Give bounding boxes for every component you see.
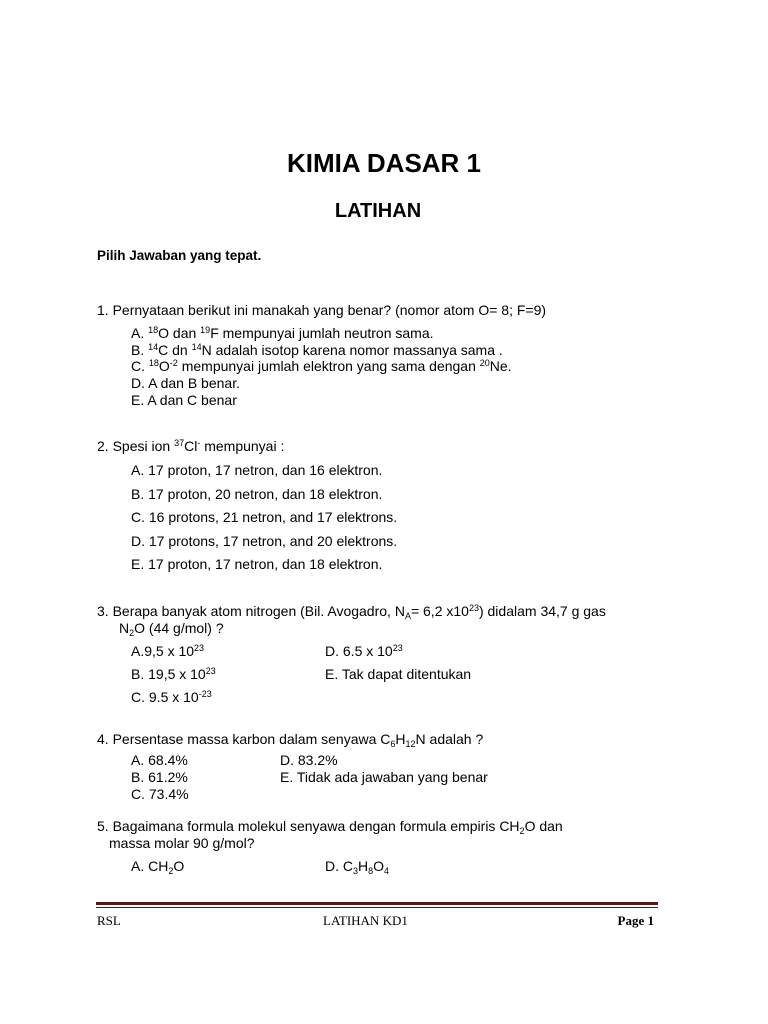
q2-option-c: C. 16 protons, 21 netron, and 17 elektrons. (131, 509, 398, 525)
q2-option-e: E. 17 proton, 17 netron, dan 18 elektron. (131, 556, 383, 572)
footer-page-number: Page 1 (617, 913, 654, 928)
q1-option-c: C. $^{18}O^{-2}$ mempunyai jumlah elektron yang sama dengan $^{20}$Ne. (131, 358, 512, 374)
q2-option-d: D. 17 protons, 17 netron, and 20 elektrons. (131, 533, 398, 549)
question-3-stem: 3. Berapa banyak atom nitrogen (Bil. Avogadro, $N_A= 6,2$ $x10^{23}$) didalam 34,7 g gas (97, 603, 606, 621)
footer-left: RSL (97, 913, 121, 928)
footer-center: LATIHAN KD1 (323, 913, 408, 928)
q2-option-a: A. 17 proton, 17 netron, dan 16 elektron. (131, 462, 383, 478)
q4-option-e: E. Tidak ada jawaban yang benar (280, 769, 488, 785)
page-subtitle: LATIHAN (334, 200, 422, 222)
q5-option-a: A. $CH_2O$ (131, 858, 185, 876)
question-5-stem-cont: massa molar 90 g/mol? (109, 835, 255, 851)
instruction: Pilih Jawaban yang tepat. (97, 248, 262, 263)
q4-option-d: D. 83.2% (280, 752, 338, 768)
q5-option-d: D. $C_3H_8O_4$ (325, 858, 390, 876)
question-3-stem-cont: $N_2O$ (44 g/mol) ? (119, 620, 224, 638)
q3-option-c: C. 9.5 x $10^{-23}$ (131, 689, 212, 705)
question-2-stem: 2. Spesi ion $^{37}$Cl- mempunyai : (97, 438, 285, 454)
q3-option-d: D. 6.5 x $10^{23}$ (325, 643, 403, 659)
question-1-stem: 1. Pernyataan berikut ini manakah yang benar? (nomor atom O= 8; F=9) (97, 302, 547, 318)
q3-option-b: B. 19,5 x $10^{23}$ (131, 666, 216, 682)
q1-option-d: D. A dan B benar. (131, 375, 240, 391)
q3-option-a: A.9,5 x $10^{23}$ (131, 643, 205, 659)
q4-option-b: B. 61.2% (131, 769, 188, 785)
q1-option-e: E. A dan C benar (131, 392, 237, 408)
footer-rule-thin (96, 907, 658, 908)
footer-rule-thick (96, 902, 658, 905)
q1-option-a: A. $^{18}$O dan $^{19}$F mempunyai jumlah neutron sama. (131, 325, 434, 341)
q3-option-e: E. Tak dapat ditentukan (325, 666, 472, 682)
q2-option-b: B. 17 proton, 20 netron, dan 18 elektron. (131, 486, 383, 502)
q4-option-a: A. 68.4% (131, 752, 188, 768)
question-4-stem: 4. Persentase massa karbon dalam senyawa $C_6H_{12}N$ adalah ? (97, 731, 484, 749)
q4-option-c: C. 73.4% (131, 786, 189, 802)
page-title: KIMIA DASAR 1 (286, 148, 482, 178)
question-5-stem: 5. Bagaimana formula molekul senyawa dengan formula empiris $CH_2O$ dan (97, 818, 563, 836)
q1-option-b: B. $^{14}$C dn $^{14}$N adalah isotop karena nomor massanya sama . (131, 342, 503, 358)
